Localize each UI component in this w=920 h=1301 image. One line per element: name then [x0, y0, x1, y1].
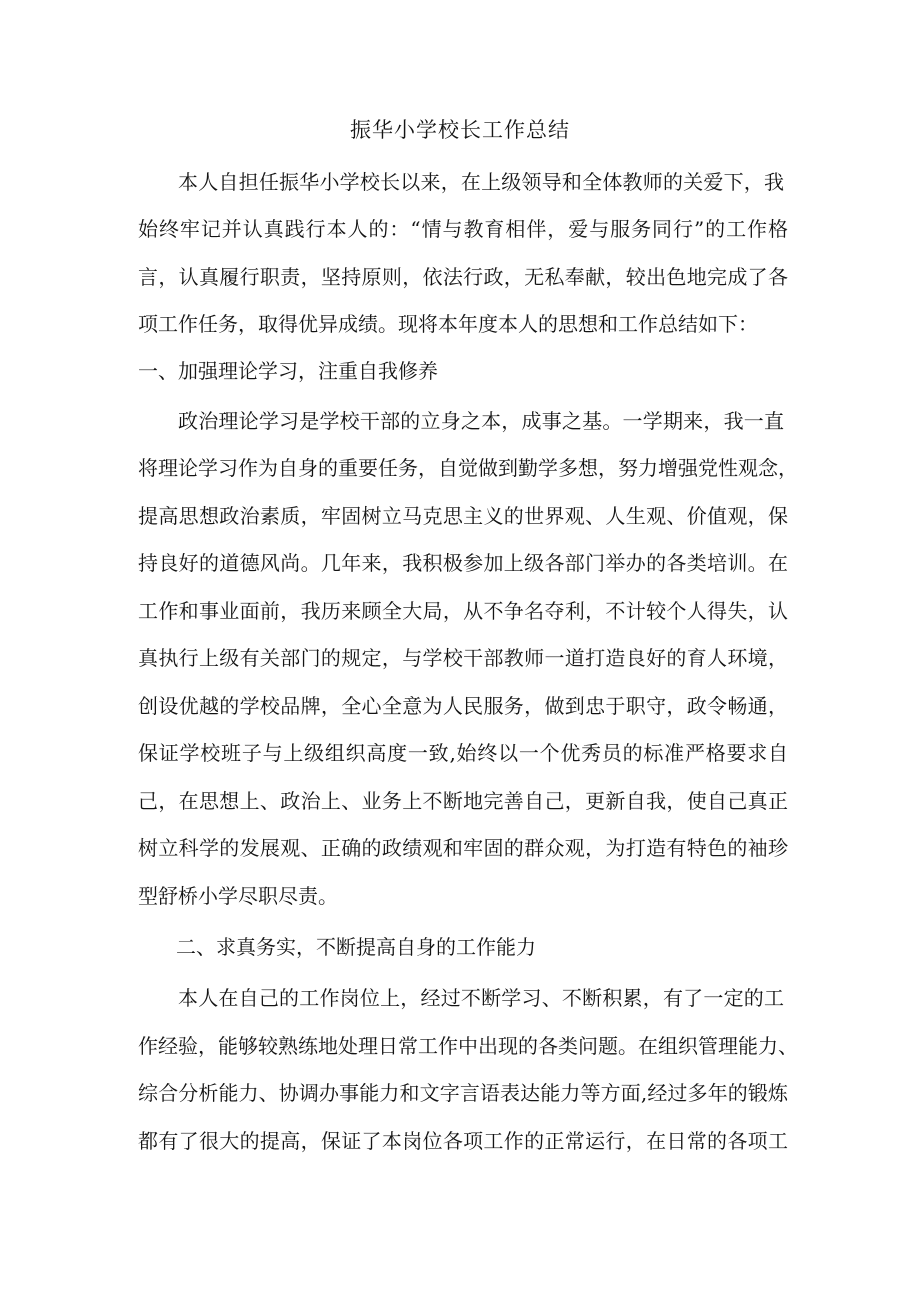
intro-line-1: 本人自担任振华小学校长以来，在上级领导和全体教师的关爱下，我: [178, 170, 784, 194]
section-2-line: 综合分析能力、协调办事能力和文字言语表达能力等方面,经过多年的锻炼: [138, 1081, 788, 1105]
intro-line-2: 始终牢记并认真践行本人的：“情与教育相伴，爱与服务同行”的工作格: [138, 217, 788, 241]
intro-line-4: 项工作任务，取得优异成绩。现将本年度本人的思想和工作总结如下：: [138, 312, 758, 336]
section-1-line: 型舒桥小学尽职尽责。: [138, 884, 338, 908]
section-1-line: 持良好的道德风尚。几年来，我积极参加上级各部门举办的各类培训。在: [138, 551, 788, 575]
section-2-heading: 二、求真务实，不断提高自身的工作能力: [176, 935, 536, 959]
section-1-line: 树立科学的发展观、正确的政绩观和牢固的群众观，为打造有特色的袖珍: [138, 836, 788, 860]
intro-line-3: 言，认真履行职责，坚持原则，依法行政，无私奉献，较出色地完成了各: [138, 265, 788, 289]
section-2-line: 本人在自己的工作岗位上，经过不断学习、不断积累，有了一定的工: [178, 986, 784, 1010]
document-title: 振华小学校长工作总结: [350, 118, 570, 142]
section-1-line: 将理论学习作为自身的重要任务，自觉做到勤学多想，努力增强党性观念，: [138, 456, 798, 480]
section-1-line: 真执行上级有关部门的规定，与学校干部教师一道打造良好的育人环境，: [138, 646, 788, 670]
section-1-heading: 一、加强理论学习，注重自我修养: [138, 359, 438, 383]
section-1-line: 提高思想政治素质，牢固树立马克思主义的世界观、人生观、价值观，保: [138, 504, 788, 528]
section-1-line: 政治理论学习是学校干部的立身之本，成事之基。一学期来，我一直: [178, 409, 784, 433]
section-2-line: 都有了很大的提高，保证了本岗位各项工作的正常运行，在日常的各项工: [138, 1129, 788, 1153]
section-1-line: 保证学校班子与上级组织高度一致,始终以一个优秀员的标准严格要求自: [138, 741, 788, 765]
section-1-line: 创设优越的学校品牌，全心全意为人民服务，做到忠于职守，政令畅通，: [138, 694, 788, 718]
section-2-line: 作经验，能够较熟练地处理日常工作中出现的各类问题。在组织管理能力、: [138, 1034, 798, 1058]
section-1-line: 己，在思想上、政治上、业务上不断地完善自己，更新自我，使自己真正: [138, 789, 788, 813]
section-1-line: 工作和事业面前，我历来顾全大局，从不争名夺利，不计较个人得失，认: [138, 599, 788, 623]
